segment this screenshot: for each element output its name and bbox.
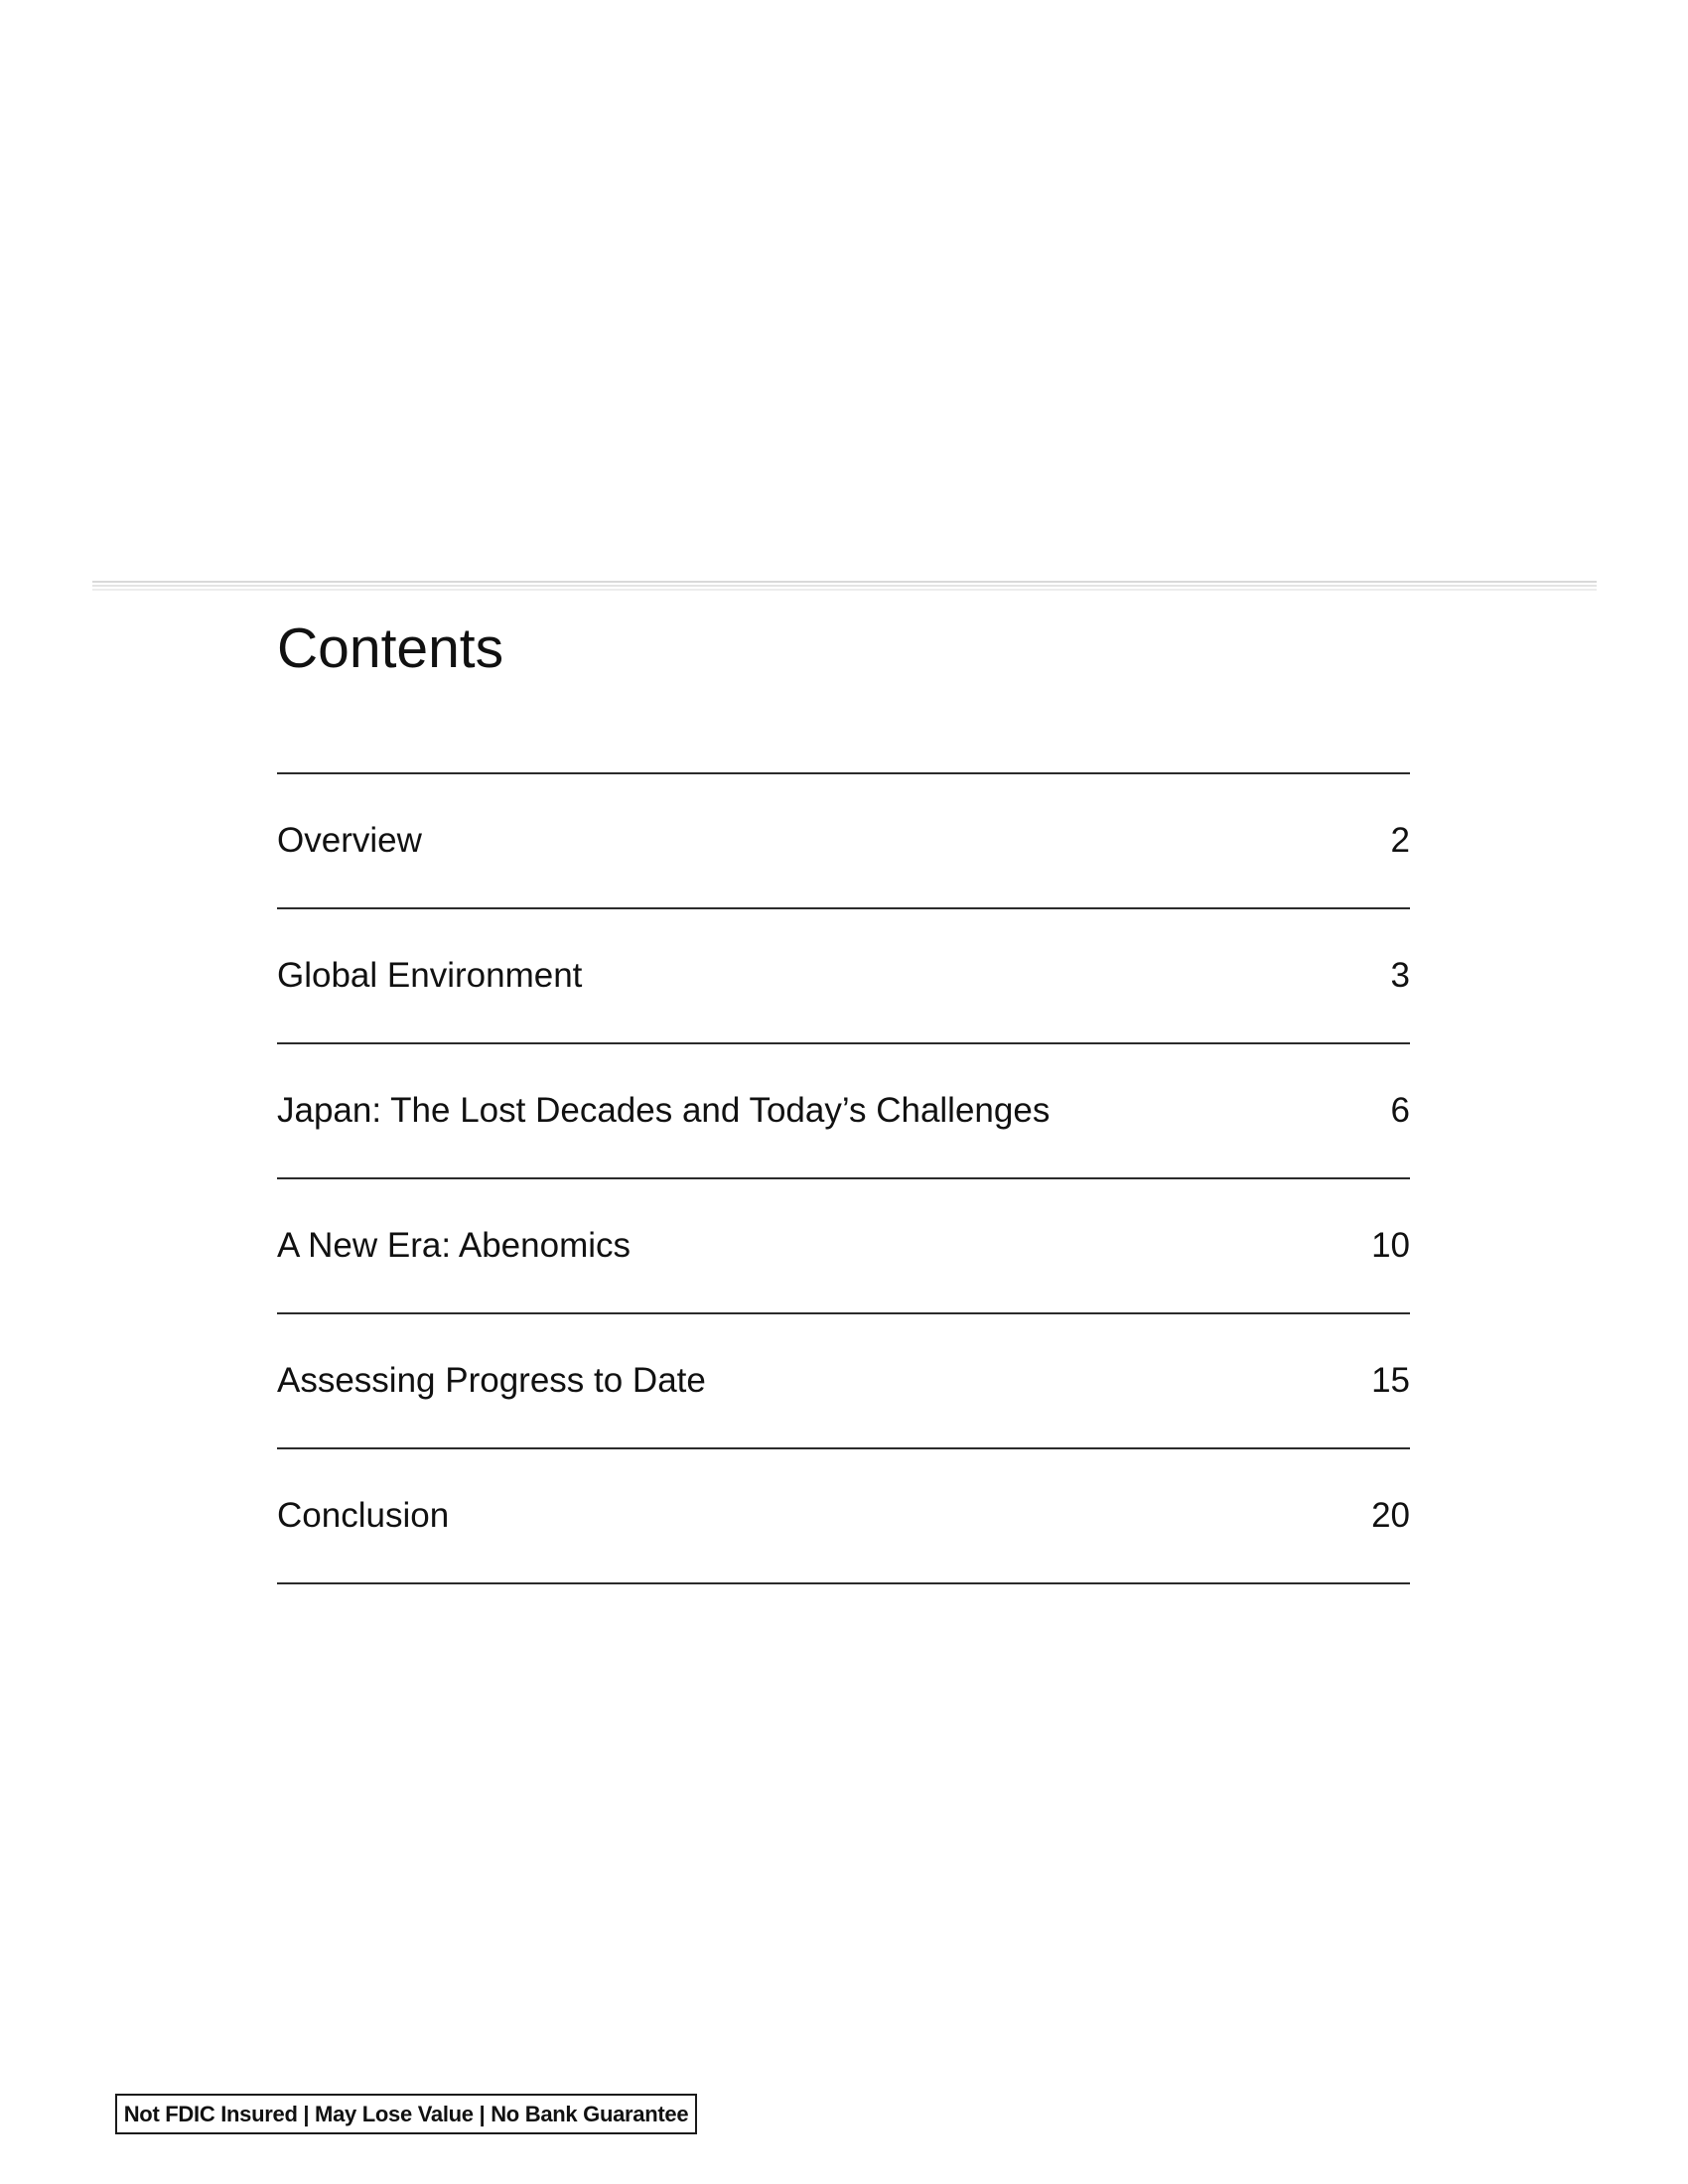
toc-entry-title: A New Era: Abenomics [277,1226,631,1265]
toc-entry-global-environment[interactable] [277,909,1410,1044]
toc-entry-title: Japan: The Lost Decades and Today’s Challenges [277,1091,1051,1130]
toc-entry-overview[interactable] [277,774,1410,909]
toc-entry-page: 15 [1371,1361,1410,1400]
toc-entry-page: 3 [1390,956,1410,995]
toc-entry-title: Conclusion [277,1496,450,1535]
divider-line [92,589,1597,591]
toc-entry-abenomics[interactable] [277,1179,1410,1314]
toc-entry-title: Assessing Progress to Date [277,1361,706,1400]
toc-entry-page: 10 [1371,1226,1410,1265]
section-divider [92,581,1597,591]
divider-line [92,581,1597,583]
toc-entry-page: 2 [1390,821,1410,860]
toc-entry-page: 20 [1371,1496,1410,1535]
toc-entry-title: Overview [277,821,422,860]
toc-entry-conclusion[interactable] [277,1449,1410,1584]
table-of-contents [277,772,1410,1584]
fdic-disclaimer-box: Not FDIC Insured | May Lose Value | No Bank Guarantee [115,2094,697,2134]
toc-entry-japan-lost-decades[interactable] [277,1044,1410,1179]
divider-line [92,585,1597,587]
contents-heading: Contents [277,616,504,680]
toc-entry-title: Global Environment [277,956,583,995]
toc-entry-page: 6 [1390,1091,1410,1130]
toc-entry-assessing-progress[interactable] [277,1314,1410,1449]
